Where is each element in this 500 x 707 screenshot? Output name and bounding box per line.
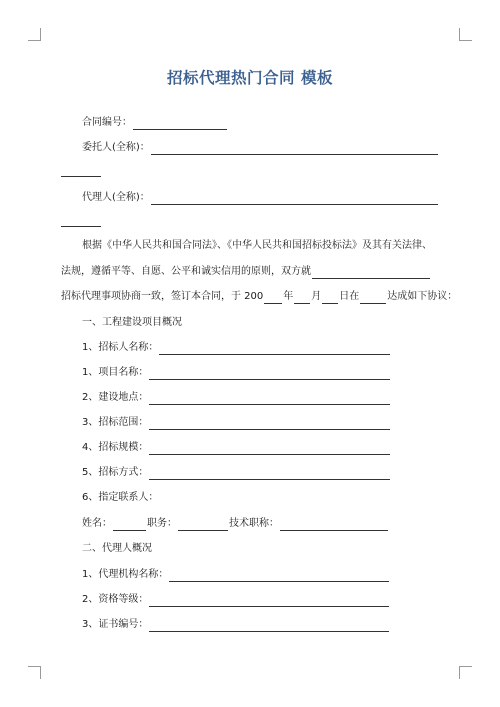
paragraph-line-2 bbox=[61, 265, 431, 279]
qualification-level-blank[interactable] bbox=[149, 595, 389, 607]
s1-item-row bbox=[82, 391, 391, 405]
s1-item-row bbox=[82, 366, 391, 380]
position-label: 职务： bbox=[147, 518, 177, 529]
s2-item-row bbox=[82, 593, 390, 607]
tenderer-name-blank[interactable] bbox=[159, 343, 390, 355]
paragraph-line-3 bbox=[61, 290, 457, 304]
construction-site-blank[interactable] bbox=[149, 393, 390, 405]
tender-scope-blank[interactable] bbox=[149, 418, 390, 430]
corner-mark-bottom-right bbox=[459, 666, 472, 679]
project-name-blank[interactable] bbox=[149, 368, 390, 380]
document-title: 招标代理热门合同 模板 bbox=[167, 69, 333, 87]
principal-blank[interactable] bbox=[151, 143, 438, 155]
agent-blank-continued[interactable] bbox=[61, 226, 101, 227]
s1-item-row bbox=[82, 341, 391, 355]
s2-item-label: 3、证书编号： bbox=[82, 619, 149, 630]
principal-blank-continued[interactable] bbox=[61, 176, 101, 177]
day-label: 日在 bbox=[339, 291, 360, 302]
contract-number-label: 合同编号： bbox=[82, 117, 132, 128]
name-label: 姓名： bbox=[82, 518, 112, 529]
section-2-title bbox=[82, 542, 152, 556]
contract-number-blank[interactable] bbox=[133, 118, 227, 130]
s1-item-label: 3、招标范围： bbox=[82, 417, 149, 428]
contact-details-row bbox=[82, 517, 389, 531]
s2-item-label: 2、资格等级： bbox=[82, 594, 149, 605]
s2-item-row bbox=[82, 618, 390, 632]
matter-blank[interactable] bbox=[312, 267, 430, 279]
agent-row bbox=[82, 191, 439, 205]
tech-title-label: 技术职称： bbox=[229, 518, 279, 529]
paragraph-text-3e: 达成如下协议： bbox=[387, 291, 458, 302]
section-2-title-text: 二、代理人概况 bbox=[82, 543, 152, 554]
tender-scale-blank[interactable] bbox=[149, 443, 390, 455]
year-blank[interactable] bbox=[264, 292, 282, 304]
contact-row bbox=[82, 491, 158, 505]
paragraph-text-3a: 招标代理事项协商一致，签订本合同，于 200 bbox=[61, 291, 264, 302]
s1-item-label: 1、招标人名称： bbox=[82, 342, 159, 353]
s1-item-label: 1、项目名称： bbox=[82, 367, 149, 378]
month-blank[interactable] bbox=[294, 292, 310, 304]
s1-item-label: 4、招标规模： bbox=[82, 442, 149, 453]
certificate-number-blank[interactable] bbox=[149, 620, 389, 632]
place-blank[interactable] bbox=[360, 292, 386, 304]
paragraph-text-2: 法规，遵循平等、自愿、公平和诚实信用的原则，双方就 bbox=[61, 266, 311, 277]
corner-mark-bottom-left bbox=[28, 666, 41, 679]
principal-label: 委托人(全称)： bbox=[82, 142, 150, 153]
agent-blank[interactable] bbox=[151, 193, 438, 205]
agency-name-blank[interactable] bbox=[169, 570, 389, 582]
s1-item-label: 5、招标方式： bbox=[82, 467, 149, 478]
section-1-title-text: 一、工程建设项目概况 bbox=[82, 317, 182, 328]
principal-row bbox=[82, 141, 439, 155]
tender-method-blank[interactable] bbox=[149, 468, 390, 480]
tech-title-blank[interactable] bbox=[280, 519, 388, 531]
s2-item-label: 1、代理机构名称： bbox=[82, 569, 169, 580]
month-label: 月 bbox=[311, 291, 322, 302]
contact-label: 6、指定联系人： bbox=[82, 492, 159, 503]
corner-mark-top-left bbox=[28, 28, 41, 41]
s1-item-label: 2、建设地点： bbox=[82, 392, 149, 403]
name-blank[interactable] bbox=[113, 519, 146, 531]
s1-item-row bbox=[82, 466, 391, 480]
agent-label: 代理人(全称)： bbox=[82, 192, 150, 203]
contract-number-row bbox=[82, 116, 228, 130]
section-1-title bbox=[82, 316, 182, 330]
position-blank[interactable] bbox=[178, 519, 228, 531]
paragraph-line-1 bbox=[82, 239, 432, 253]
s1-item-row bbox=[82, 441, 391, 455]
s1-item-row bbox=[82, 416, 391, 430]
corner-mark-top-right bbox=[459, 28, 472, 41]
paragraph-text-1: 根据《中华人民共和国合同法》、《中华人民共和国招标投标法》及其有关法律、 bbox=[82, 240, 432, 251]
s2-item-row bbox=[82, 568, 390, 582]
day-blank[interactable] bbox=[322, 292, 338, 304]
year-label: 年 bbox=[283, 291, 294, 302]
